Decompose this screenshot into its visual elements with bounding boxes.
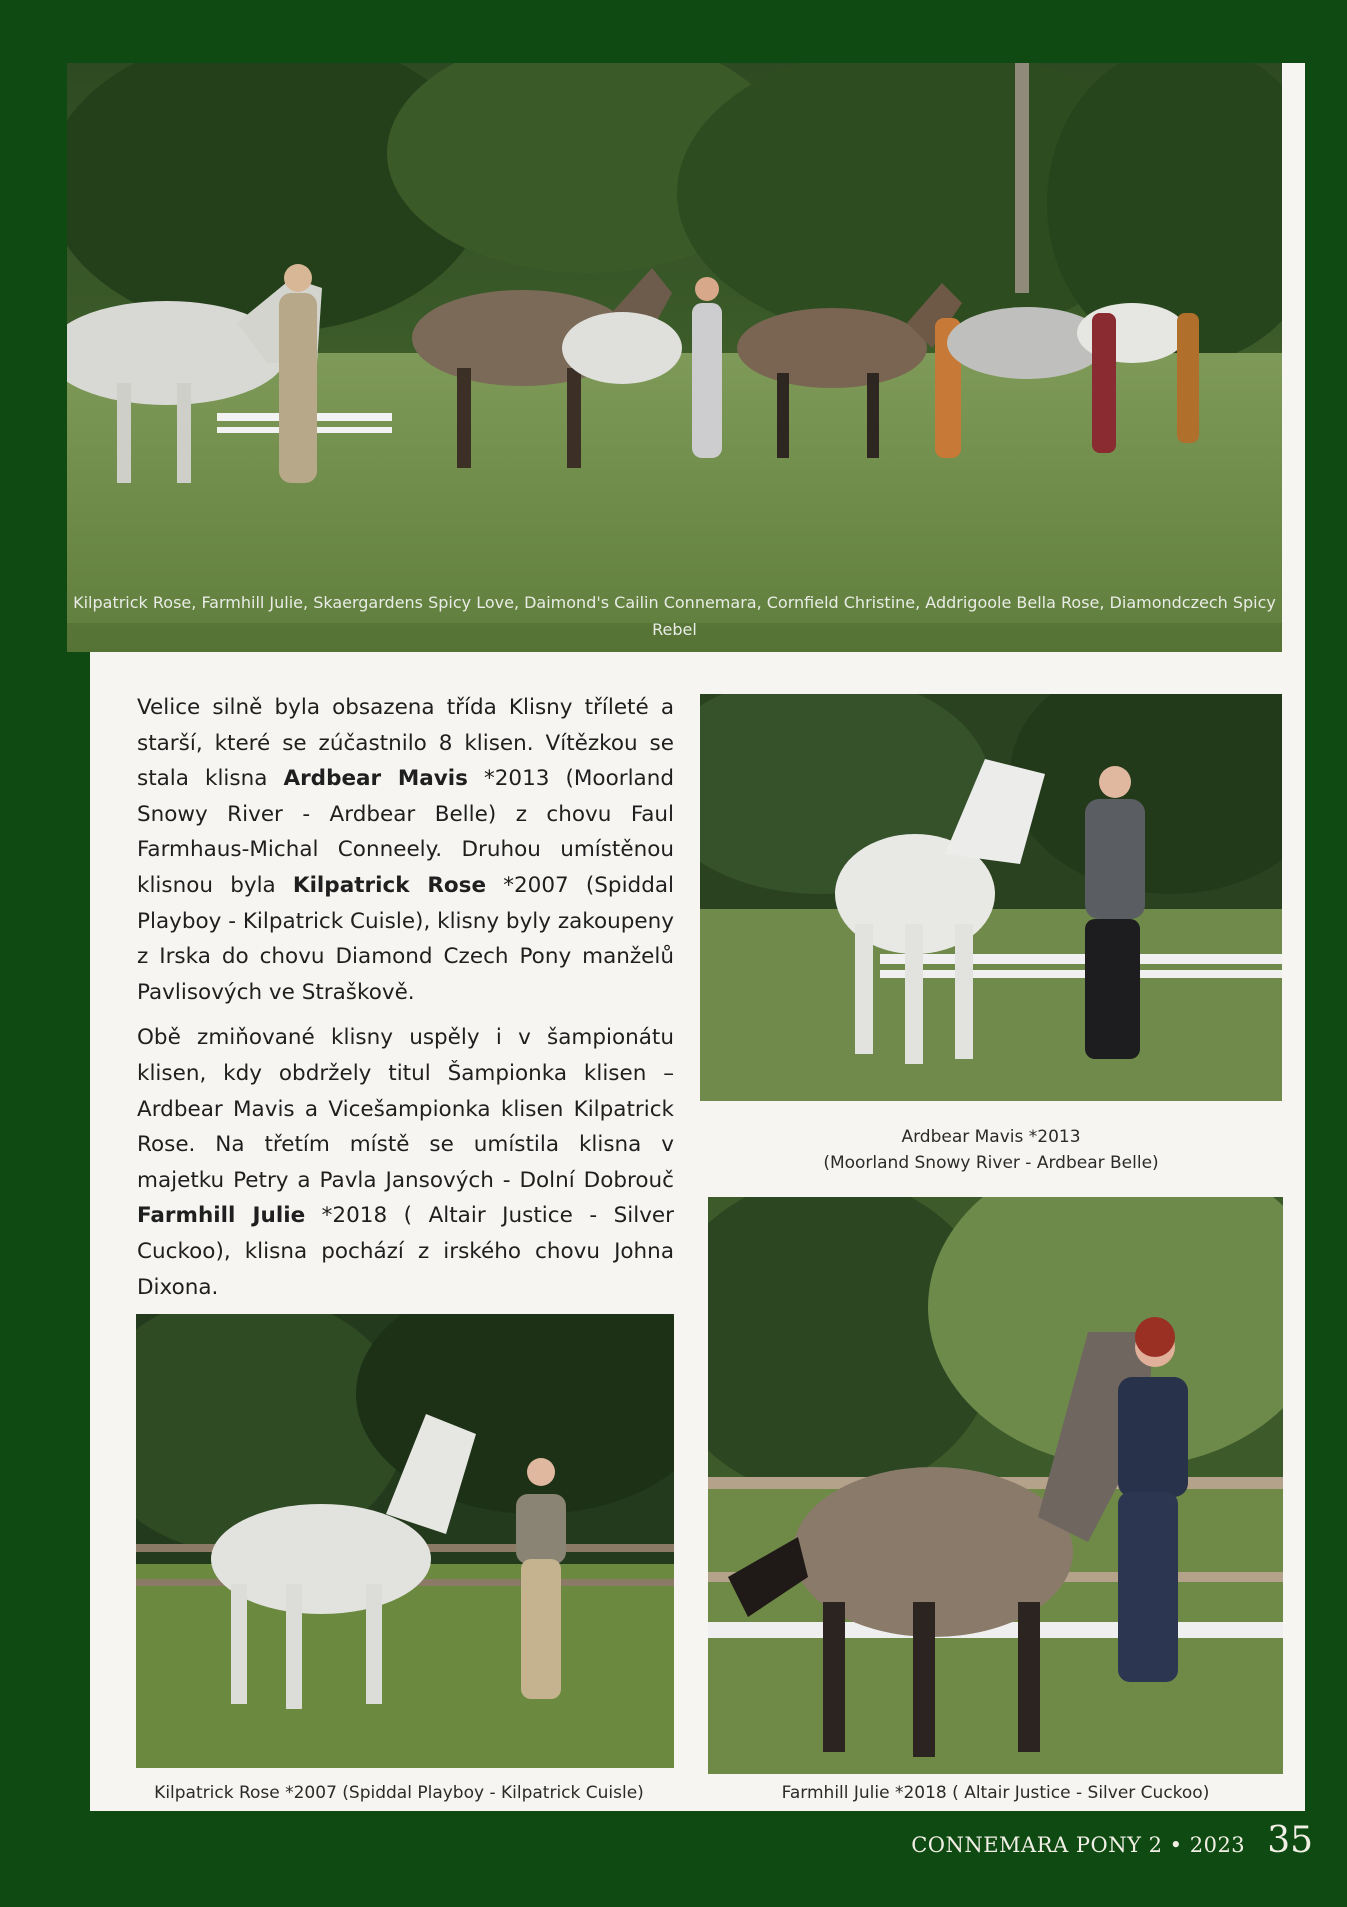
page-number: 35 [1267, 1820, 1313, 1861]
article-body [137, 690, 674, 1315]
farmhill-julie-caption: Farmhill Julie *2018 ( Altair Justice - Silver Cuckoo) [781, 1783, 1210, 1803]
lineup-caption: Kilpatrick Rose, Farmhill Julie, Skaergardens Spicy Love, Daimond's Cailin Connemara, Cornfield Christine, Addrigoole Bella Rose, Diamondczech Spicy Rebel [73, 593, 1276, 639]
lineup-photo [67, 63, 1282, 652]
ardbear-caption-pedigree: (Moorland Snowy River - Ardbear Belle) [823, 1153, 1159, 1173]
paragraph-2: Obě zmiňované klisny uspěly i v šampionátu klisen, kdy obdržely titul Šampionka klisen – Ardbear Mavis a Vicešampionka klisen Kilpatrick Rose. Na třetím místě se umístila klisna v majetku Petry a Pavla Jansových - Dolní Dobrouč Farmhill Julie *2018 ( Altair Justice - Silver Cuckoo), klisna pochází z irského chovu Johna Dixona. [137, 1025, 674, 1300]
farmhill-julie-photo [708, 1197, 1283, 1774]
ardbear-mavis-caption [700, 1124, 1282, 1176]
paragraph-1: Velice silně byla obsazena třída Klisny tříleté a starší, které se zúčastnilo 8 klisen. Vítězkou se stala klisna Ardbear Mavis *2013 (Moorland Snowy River - Ardbear Belle) z chovu Faul Farmhaus-Michal Conneely. Druhou umístěnou klisnou byla Kilpatrick Rose *2007 (Spiddal Playboy - Kilpatrick Cuisle), klisny byly zakoupeny z Irska do chovu Diamond Czech Pony manželů Pavlisových ve Straškově. [137, 695, 674, 1005]
ardbear-caption-name: Ardbear Mavis *2013 [901, 1127, 1081, 1147]
ardbear-mavis-photo [700, 694, 1282, 1101]
kilpatrick-rose-photo [136, 1314, 674, 1768]
magazine-issue: CONNEMARA PONY 2 • 2023 [911, 1833, 1246, 1857]
page-footer [911, 1820, 1313, 1870]
kilpatrick-rose-caption: Kilpatrick Rose *2007 (Spiddal Playboy - Kilpatrick Cuisle) [154, 1783, 644, 1803]
